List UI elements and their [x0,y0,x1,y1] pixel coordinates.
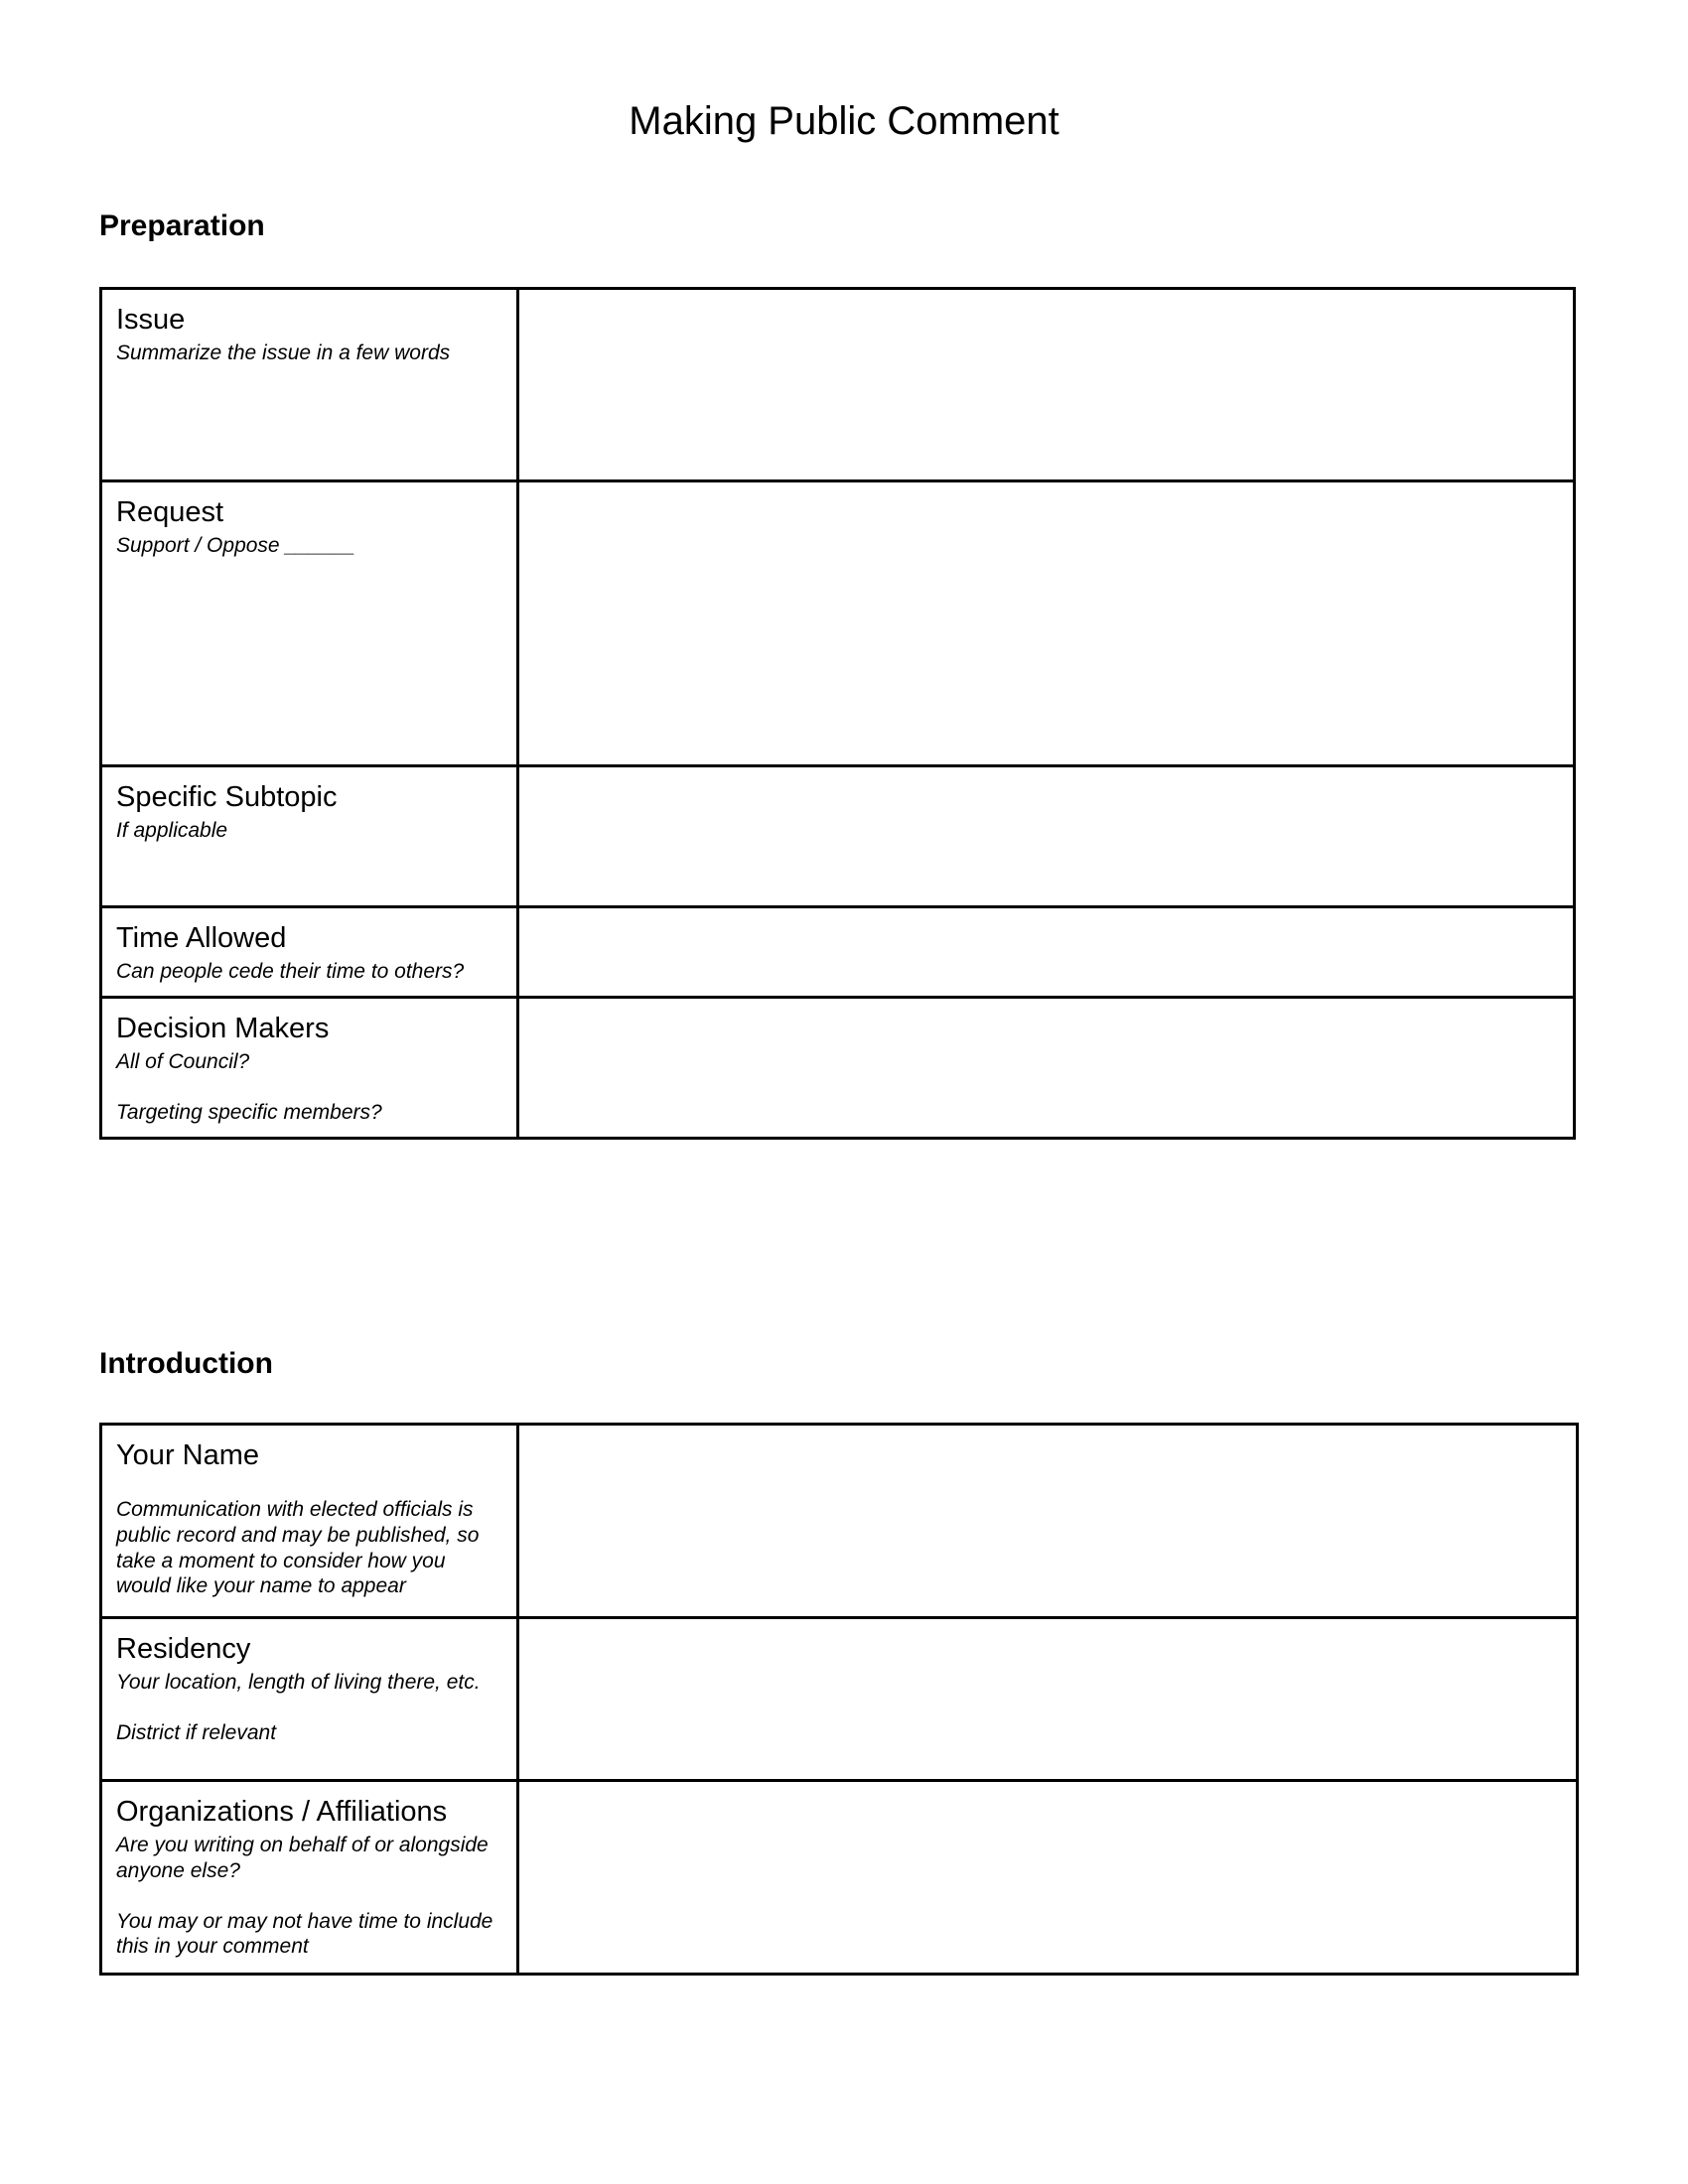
residency-answer-field[interactable] [519,1619,1576,1703]
field-title-organizations-affiliations: Organizations / Affiliations [116,1796,448,1828]
field-hint-organizations-affiliations-1: Are you writing on behalf of or alongside anyone else? [116,1834,489,1882]
field-hint-organizations-affiliations-2: You may or may not have time to include this in your comment [116,1909,493,1959]
field-title-issue: Issue [116,304,186,336]
label-cell-time-allowed [101,907,518,998]
field-hint-residency-2: District if relevant [116,1720,277,1744]
field-title-residency: Residency [116,1633,251,1665]
field-title-decision-makers: Decision Makers [116,1013,330,1044]
label-cell-request [101,481,518,766]
field-title-your-name: Your Name [116,1439,260,1471]
request-answer-field[interactable] [519,482,1573,566]
label-cell-issue [101,289,518,481]
section-heading-introduction: Introduction [99,1347,273,1380]
answer-cell-specific-subtopic [518,766,1575,907]
decision-makers-answer-field[interactable] [519,999,1573,1082]
field-hint-time-allowed: Can people cede their time to others? [116,960,465,984]
answer-cell-issue [518,289,1575,481]
page-title: Making Public Comment [629,99,1059,143]
table-row-organizations-affiliations [101,1781,1578,1975]
field-hint-specific-subtopic: If applicable [116,819,228,843]
field-hint-decision-makers-1: All of Council? [116,1050,250,1074]
your-name-answer-field[interactable] [519,1426,1576,1509]
answer-cell-request [518,481,1575,766]
issue-answer-field[interactable] [519,290,1573,373]
answer-cell-decision-makers [518,998,1575,1139]
organizations-affiliations-answer-field[interactable] [519,1782,1576,1865]
field-hint-issue: Summarize the issue in a few words [116,341,451,365]
answer-cell-your-name [518,1425,1578,1618]
table-row-residency [101,1618,1578,1781]
label-cell-organizations-affiliations [101,1781,518,1975]
introduction-table [99,1423,1579,1976]
field-hint-your-name: Communication with elected officials is public record and may be published, so take a moment to consider how you would like your name to appear [116,1498,480,1598]
answer-cell-organizations-affiliations [518,1781,1578,1975]
time-allowed-answer-field[interactable] [519,908,1573,992]
label-cell-residency [101,1618,518,1781]
table-row-time-allowed [101,907,1575,998]
field-title-time-allowed: Time Allowed [116,922,287,954]
specific-subtopic-answer-field[interactable] [519,767,1573,851]
table-row-specific-subtopic [101,766,1575,907]
field-title-specific-subtopic: Specific Subtopic [116,781,338,813]
field-hint-residency-1: Your location, length of living there, etc. [116,1671,481,1695]
answer-cell-time-allowed [518,907,1575,998]
preparation-table [99,287,1576,1140]
table-row-issue [101,289,1575,481]
section-heading-preparation: Preparation [99,209,265,242]
field-hint-request: Support / Oppose ______ [116,534,355,558]
field-hint-decision-makers-2: Targeting specific members? [116,1100,382,1124]
label-cell-specific-subtopic [101,766,518,907]
table-row-decision-makers [101,998,1575,1139]
label-cell-decision-makers [101,998,518,1139]
table-row-your-name [101,1425,1578,1618]
answer-cell-residency [518,1618,1578,1781]
table-row-request [101,481,1575,766]
field-title-request: Request [116,496,224,528]
label-cell-your-name [101,1425,518,1618]
